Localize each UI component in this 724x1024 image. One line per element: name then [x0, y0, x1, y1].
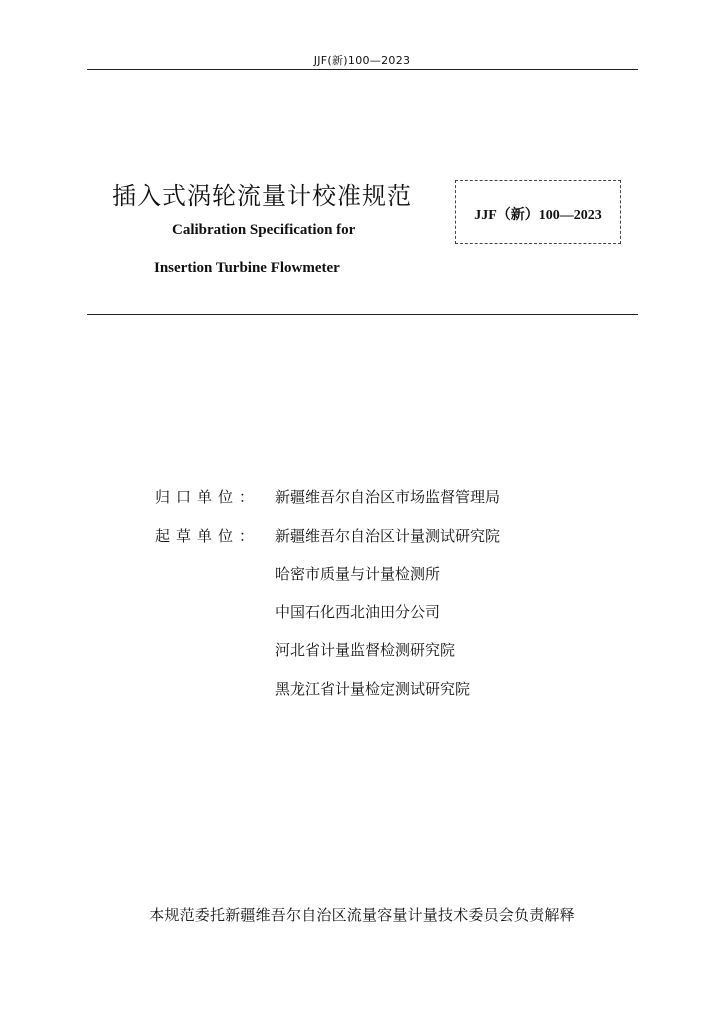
- specification-code: JJF（新）100—2023: [474, 208, 602, 223]
- title-divider: [87, 314, 638, 315]
- drafters-label: 起草单位：: [155, 527, 261, 545]
- running-header-code: JJF(新)100—2023: [313, 54, 411, 67]
- drafter-organization: 哈密市质量与计量检测所: [275, 565, 441, 583]
- document-title-chinese: 插入式涡轮流量计校准规范: [112, 182, 412, 210]
- document-title-english-line-1: Calibration Specification for: [172, 222, 356, 238]
- authority-label: 归口单位：: [155, 488, 261, 506]
- drafter-organization: 黑龙江省计量检定测试研究院: [275, 680, 471, 698]
- interpretation-note: 本规范委托新疆维吾尔自治区流量容量计量技术委员会负责解释: [149, 906, 575, 924]
- authority-organization: 新疆维吾尔自治区市场监督管理局: [275, 488, 501, 506]
- drafter-organization: 中国石化西北油田分公司: [275, 603, 441, 621]
- document-title-english-line-2: Insertion Turbine Flowmeter: [154, 260, 340, 276]
- header-divider: [87, 69, 638, 70]
- drafter-organization: 河北省计量监督检测研究院: [275, 641, 456, 659]
- drafter-organization: 新疆维吾尔自治区计量测试研究院: [275, 527, 501, 545]
